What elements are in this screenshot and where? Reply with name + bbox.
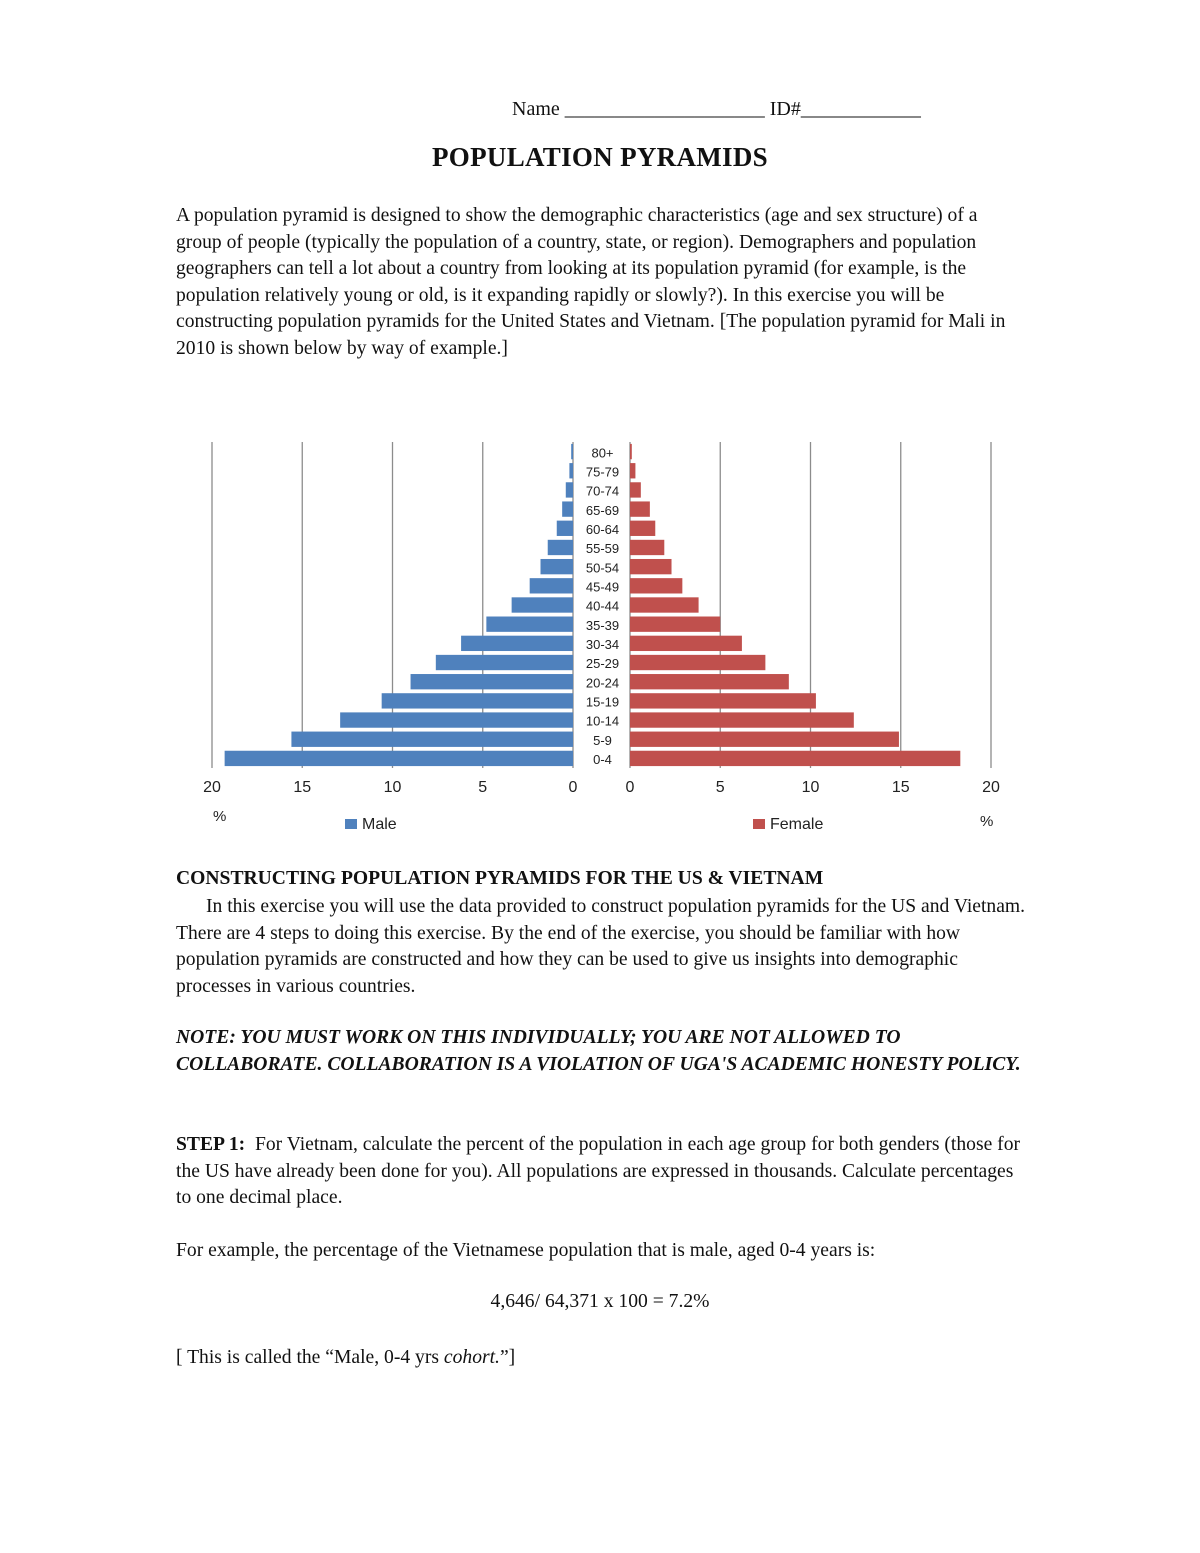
female-bar-0-4: [630, 751, 960, 766]
female-bar-40-44: [630, 597, 699, 612]
x-tick-0: 20: [203, 779, 221, 796]
age-label-70-74: 70-74: [585, 483, 620, 499]
age-label-25-29: 25-29: [585, 656, 620, 672]
step-1-label: STEP 1:: [176, 1134, 246, 1155]
collaboration-note: NOTE: YOU MUST WORK ON THIS INDIVIDUALLY; YOU ARE NOT ALLOWED TO COLLABORATE. COLLABORATION IS A VIOLATION OF UGA'S ACADEMIC HONESTY POLICY.: [176, 1027, 1021, 1075]
age-label-5-9: 5-9: [593, 732, 612, 748]
cohort-term: cohort.: [443, 1347, 500, 1368]
male-bar-45-49: [530, 578, 573, 593]
age-group-labels: [586, 445, 619, 767]
x-tick-4: 0: [568, 779, 578, 796]
male-bar-75-79: [569, 463, 573, 478]
x-axis-label-right: %: [980, 813, 994, 830]
age-label-40-44: 40-44: [585, 598, 620, 614]
age-label-35-39: 35-39: [585, 617, 620, 633]
construct-paragraph: In this exercise you will use the data provided to construct population pyramids for the US and Vietnam. There are 4 steps to doing this exercise. By the end of the exercise, you should be familiar with how population pyramids are constructed and how they can be used to give us insights into demographic processes in various countries.: [176, 896, 1026, 997]
example-sentence: For example, the percentage of the Vietnamese population that is male, aged 0-4 years is:: [176, 1240, 876, 1261]
legend-male-swatch: [345, 819, 357, 829]
male-bar-25-29: [436, 655, 573, 670]
legend-male-label: Male: [362, 816, 397, 833]
x-tick-1: 15: [293, 779, 312, 796]
id-label: ID#: [769, 98, 801, 120]
male-bar-5-9: [291, 732, 573, 747]
age-label-60-64: 60-64: [585, 521, 620, 537]
female-bar-30-34: [630, 636, 742, 651]
male-bar-10-14: [340, 712, 573, 727]
x-tick-8: 15: [891, 779, 910, 796]
male-bar-65-69: [562, 501, 573, 516]
male-bar-0-4: [225, 751, 573, 766]
female-bar-5-9: [630, 732, 899, 747]
female-bar-60-64: [630, 521, 655, 536]
female-bar-75-79: [630, 463, 635, 478]
name-label: Name: [512, 98, 560, 120]
age-label-10-14: 10-14: [585, 713, 620, 729]
cohort-prefix: [ This is called the “Male, 0-4 yrs: [176, 1347, 444, 1368]
female-bar-10-14: [630, 712, 854, 727]
section-heading: CONSTRUCTING POPULATION PYRAMIDS FOR THE US & VIETNAM: [176, 868, 824, 889]
female-bar-45-49: [630, 578, 682, 593]
age-label-50-54: 50-54: [585, 560, 620, 576]
male-bar-35-39: [486, 617, 573, 632]
male-bar-15-19: [382, 693, 573, 708]
page-title: POPULATION PYRAMIDS: [432, 142, 768, 172]
female-bar-70-74: [630, 482, 641, 497]
female-bar-35-39: [630, 617, 720, 632]
age-label-55-59: 55-59: [585, 541, 620, 557]
male-bar-70-74: [566, 482, 573, 497]
x-tick-7: 10: [801, 779, 820, 796]
male-bar-55-59: [548, 540, 573, 555]
age-label-65-69: 65-69: [585, 502, 620, 518]
cohort-suffix: ”]: [499, 1347, 516, 1368]
male-bar-80+: [571, 444, 573, 459]
age-label-30-34: 30-34: [585, 637, 620, 653]
legend-female-swatch: [753, 819, 765, 829]
female-bar-20-24: [630, 674, 789, 689]
age-label-0-4: 0-4: [593, 752, 612, 768]
male-bar-60-64: [557, 521, 573, 536]
x-tick-6: 5: [715, 779, 725, 796]
x-axis-ticks: [203, 779, 1000, 796]
age-label-75-79: 75-79: [585, 464, 620, 480]
male-bar-40-44: [512, 597, 573, 612]
x-tick-5: 0: [625, 779, 635, 796]
x-tick-9: 20: [982, 779, 1000, 796]
legend-female-label: Female: [770, 816, 824, 833]
step-1-paragraph: [176, 1132, 1026, 1212]
male-bar-20-24: [411, 674, 573, 689]
step-1-text: For Vietnam, calculate the percent of the population in each age group for both genders (those for the US have already been done for you). All populations are expressed in thousands. Calculate percentages to one decimal place.: [176, 1134, 1021, 1209]
intro-paragraph: A population pyramid is designed to show the demographic characteristics (age and sex structure) of a group of people (typically the population of a country, state, or region). Demographers and population geographers can tell a lot about a country from looking at its population pyramid (for example, is the population relatively young or old, is it expanding rapidly or slowly?). In this exercise you will be constructing population pyramids for the United States and Vietnam. [The population pyramid for Mali in 2010 is shown below by way of example.]: [176, 205, 1006, 359]
age-label-45-49: 45-49: [585, 579, 620, 595]
id-blank[interactable]: ____________: [800, 98, 921, 120]
name-blank[interactable]: ____________________: [564, 98, 765, 120]
x-tick-2: 10: [383, 779, 402, 796]
male-bar-30-34: [461, 636, 573, 651]
female-bar-80+: [630, 444, 632, 459]
age-label-80+: 80+: [591, 445, 614, 461]
female-bar-50-54: [630, 559, 672, 574]
x-tick-3: 5: [478, 779, 488, 796]
age-label-15-19: 15-19: [585, 694, 620, 710]
example-formula: 4,646/ 64,371 x 100 = 7.2%: [490, 1291, 710, 1312]
female-bar-55-59: [630, 540, 664, 555]
male-bar-50-54: [541, 559, 573, 574]
female-bar-15-19: [630, 693, 816, 708]
age-label-20-24: 20-24: [585, 675, 620, 691]
cohort-note: [176, 1345, 1026, 1372]
female-bar-25-29: [630, 655, 765, 670]
female-bar-65-69: [630, 501, 650, 516]
x-axis-label-left: %: [213, 808, 227, 825]
